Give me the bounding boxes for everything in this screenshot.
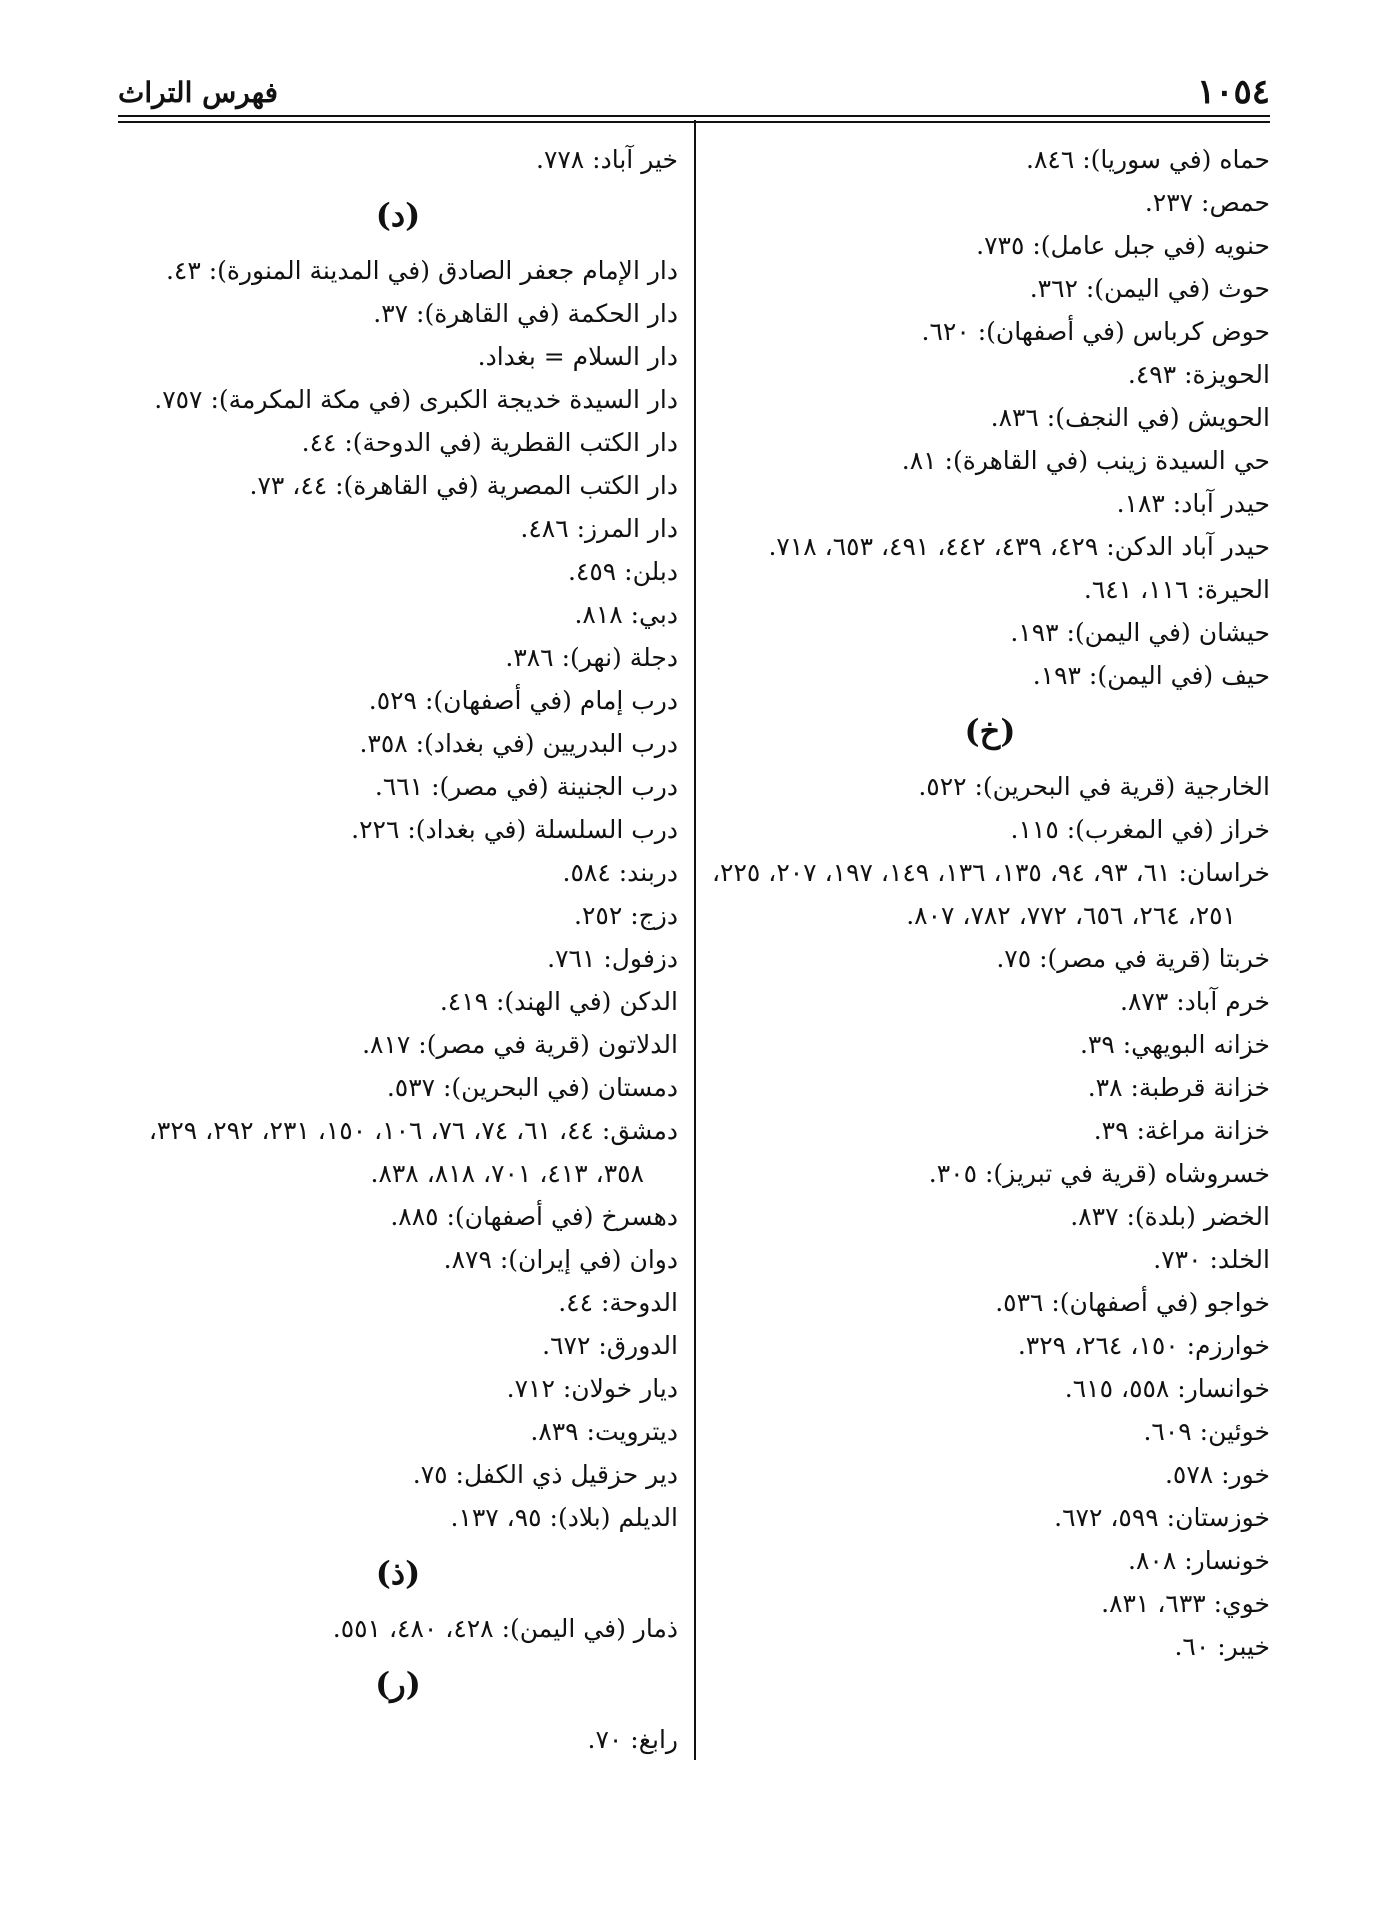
index-entry: خوئين: ٦٠٩. bbox=[1143, 1417, 1270, 1446]
index-entry: دار الإمام جعفر الصادق (في المدينة المنورة): ٤٣. bbox=[165, 256, 678, 285]
index-entry: خربتا (قرية في مصر): ٧٥. bbox=[996, 944, 1270, 973]
index-entry: خير آباد: ٧٧٨. bbox=[535, 145, 678, 174]
section-letter: (ر) bbox=[375, 1665, 421, 1703]
index-entry: حيدر آباد الدكن: ٤٢٩، ٤٣٩، ٤٤٢، ٤٩١، ٦٥٣، ٧١٨. bbox=[768, 532, 1270, 561]
index-entry: حيف (في اليمن): ١٩٣. bbox=[1032, 661, 1270, 690]
index-entry: درب السلسلة (في بغداد): ٢٢٦. bbox=[351, 815, 678, 844]
running-title: فهرس التراث bbox=[118, 76, 279, 109]
index-entry: حوث (في اليمن): ٣٦٢. bbox=[1029, 274, 1270, 303]
index-entry: دار السيدة خديجة الكبرى (في مكة المكرمة): ٧٥٧. bbox=[154, 385, 678, 414]
index-entry: رابغ: ٧٠. bbox=[587, 1725, 678, 1754]
index-entry: دار الكتب القطرية (في الدوحة): ٤٤. bbox=[301, 428, 678, 457]
index-entry: خسروشاه (قرية في تبريز): ٣٠٥. bbox=[928, 1159, 1270, 1188]
index-entry: الحويزة: ٤٩٣. bbox=[1127, 360, 1270, 389]
page-number: ١٠٥٤ bbox=[1196, 72, 1270, 112]
index-entry: خزانه البويهي: ٣٩. bbox=[1079, 1030, 1270, 1059]
index-column-right bbox=[710, 138, 1270, 1668]
index-entry: دير حزقيل ذي الكفل: ٧٥. bbox=[412, 1460, 678, 1489]
index-entry: حوض كرباس (في أصفهان): ٦٢٠. bbox=[921, 317, 1270, 346]
index-entry: خوانسار: ٥٥٨، ٦١٥. bbox=[1064, 1374, 1270, 1403]
index-entry: ديترويت: ٨٣٩. bbox=[530, 1417, 678, 1446]
index-entry: حمص: ٢٣٧. bbox=[1144, 188, 1270, 217]
index-entry: دار الكتب المصرية (في القاهرة): ٤٤، ٧٣. bbox=[249, 471, 678, 500]
index-entry: الخارجية (قرية في البحرين): ٥٢٢. bbox=[918, 772, 1270, 801]
index-entry: دار المرز: ٤٨٦. bbox=[520, 514, 678, 543]
index-entry: حماه (في سوريا): ٨٤٦. bbox=[1026, 145, 1270, 174]
index-column-left bbox=[118, 138, 678, 1761]
index-entry: خراز (في المغرب): ١١٥. bbox=[1010, 815, 1270, 844]
index-entry: درب الجنينة (في مصر): ٦٦١. bbox=[374, 772, 678, 801]
index-entry: خوزستان: ٥٩٩، ٦٧٢. bbox=[1054, 1503, 1270, 1532]
index-entry: دار الحكمة (في القاهرة): ٣٧. bbox=[373, 299, 678, 328]
index-entry: خرم آباد: ٨٧٣. bbox=[1120, 987, 1270, 1016]
section-letter: (د) bbox=[375, 196, 421, 234]
section-letter: (خ) bbox=[964, 712, 1016, 750]
index-entry: الدوحة: ٤٤. bbox=[558, 1288, 678, 1317]
index-entry: دهسرخ (في أصفهان): ٨٨٥. bbox=[390, 1202, 678, 1231]
index-entry: خوي: ٦٣٣، ٨٣١. bbox=[1101, 1589, 1270, 1618]
page-header bbox=[118, 72, 1270, 112]
index-entry: حنويه (في جبل عامل): ٧٣٥. bbox=[976, 231, 1270, 260]
index-entry: ديار خولان: ٧١٢. bbox=[506, 1374, 678, 1403]
index-entry: دمشق: ٤٤، ٦١، ٧٤، ٧٦، ١٠٦، ١٥٠، ٢٣١، ٢٩٢، ٣٢٩، ٣٥٨، ٤١٣، ٧٠١، ٨١٨، ٨٣٨. bbox=[148, 1116, 678, 1188]
index-entry: خوارزم: ١٥٠، ٢٦٤، ٣٢٩. bbox=[1017, 1331, 1270, 1360]
index-entry: خور: ٥٧٨. bbox=[1164, 1460, 1270, 1489]
index-entry: خزانة قرطبة: ٣٨. bbox=[1087, 1073, 1270, 1102]
index-entry: دمستان (في البحرين): ٥٣٧. bbox=[386, 1073, 678, 1102]
header-rule-top bbox=[118, 115, 1270, 117]
index-entry: خراسان: ٦١، ٩٣، ٩٤، ١٣٥، ١٣٦، ١٤٩، ١٩٧، ٢٠٧، ٢٢٥، ٢٥١، ٢٦٤، ٦٥٦، ٧٧٢، ٧٨٢، ٨٠٧. bbox=[711, 858, 1270, 930]
index-entry: دجلة (نهر): ٣٨٦. bbox=[505, 643, 678, 672]
index-entry: درب إمام (في أصفهان): ٥٢٩. bbox=[368, 686, 678, 715]
index-entry: درب البدريين (في بغداد): ٣٥٨. bbox=[359, 729, 678, 758]
index-entry: الدكن (في الهند): ٤١٩. bbox=[439, 987, 678, 1016]
index-entry: حيشان (في اليمن): ١٩٣. bbox=[1010, 618, 1270, 647]
index-entry: الخضر (بلدة): ٨٣٧. bbox=[1070, 1202, 1270, 1231]
index-entry: دزج: ٢٥٢. bbox=[574, 901, 678, 930]
section-letter: (ذ) bbox=[375, 1554, 421, 1592]
index-entry: حي السيدة زينب (في القاهرة): ٨١. bbox=[901, 446, 1270, 475]
index-entry: دبلن: ٤٥٩. bbox=[567, 557, 678, 586]
index-entry: دربند: ٥٨٤. bbox=[562, 858, 678, 887]
index-entry: الدلاتون (قرية في مصر): ٨١٧. bbox=[362, 1030, 678, 1059]
index-entry: دار السلام = بغداد. bbox=[477, 342, 678, 371]
index-entry: دوان (في إيران): ٨٧٩. bbox=[443, 1245, 678, 1274]
index-entry: خواجو (في أصفهان): ٥٣٦. bbox=[995, 1288, 1270, 1317]
index-entry: خونسار: ٨٠٨. bbox=[1128, 1546, 1270, 1575]
index-entry: دبي: ٨١٨. bbox=[574, 600, 678, 629]
index-entry: الدورق: ٦٧٢. bbox=[542, 1331, 678, 1360]
index-entry: الحويش (في النجف): ٨٣٦. bbox=[990, 403, 1270, 432]
index-entry: دزفول: ٧٦١. bbox=[547, 944, 678, 973]
index-entry: ذمار (في اليمن): ٤٢٨، ٤٨٠، ٥٥١. bbox=[332, 1614, 678, 1643]
index-entry: خزانة مراغة: ٣٩. bbox=[1093, 1116, 1270, 1145]
column-divider bbox=[694, 120, 696, 1760]
index-entry: الديلم (بلاد): ٩٥، ١٣٧. bbox=[450, 1503, 678, 1532]
index-entry: حيدر آباد: ١٨٣. bbox=[1116, 489, 1270, 518]
index-entry: خيبر: ٦٠. bbox=[1174, 1632, 1270, 1661]
index-entry: الخلد: ٧٣٠. bbox=[1153, 1245, 1270, 1274]
index-entry: الحيرة: ١١٦، ٦٤١. bbox=[1083, 575, 1270, 604]
